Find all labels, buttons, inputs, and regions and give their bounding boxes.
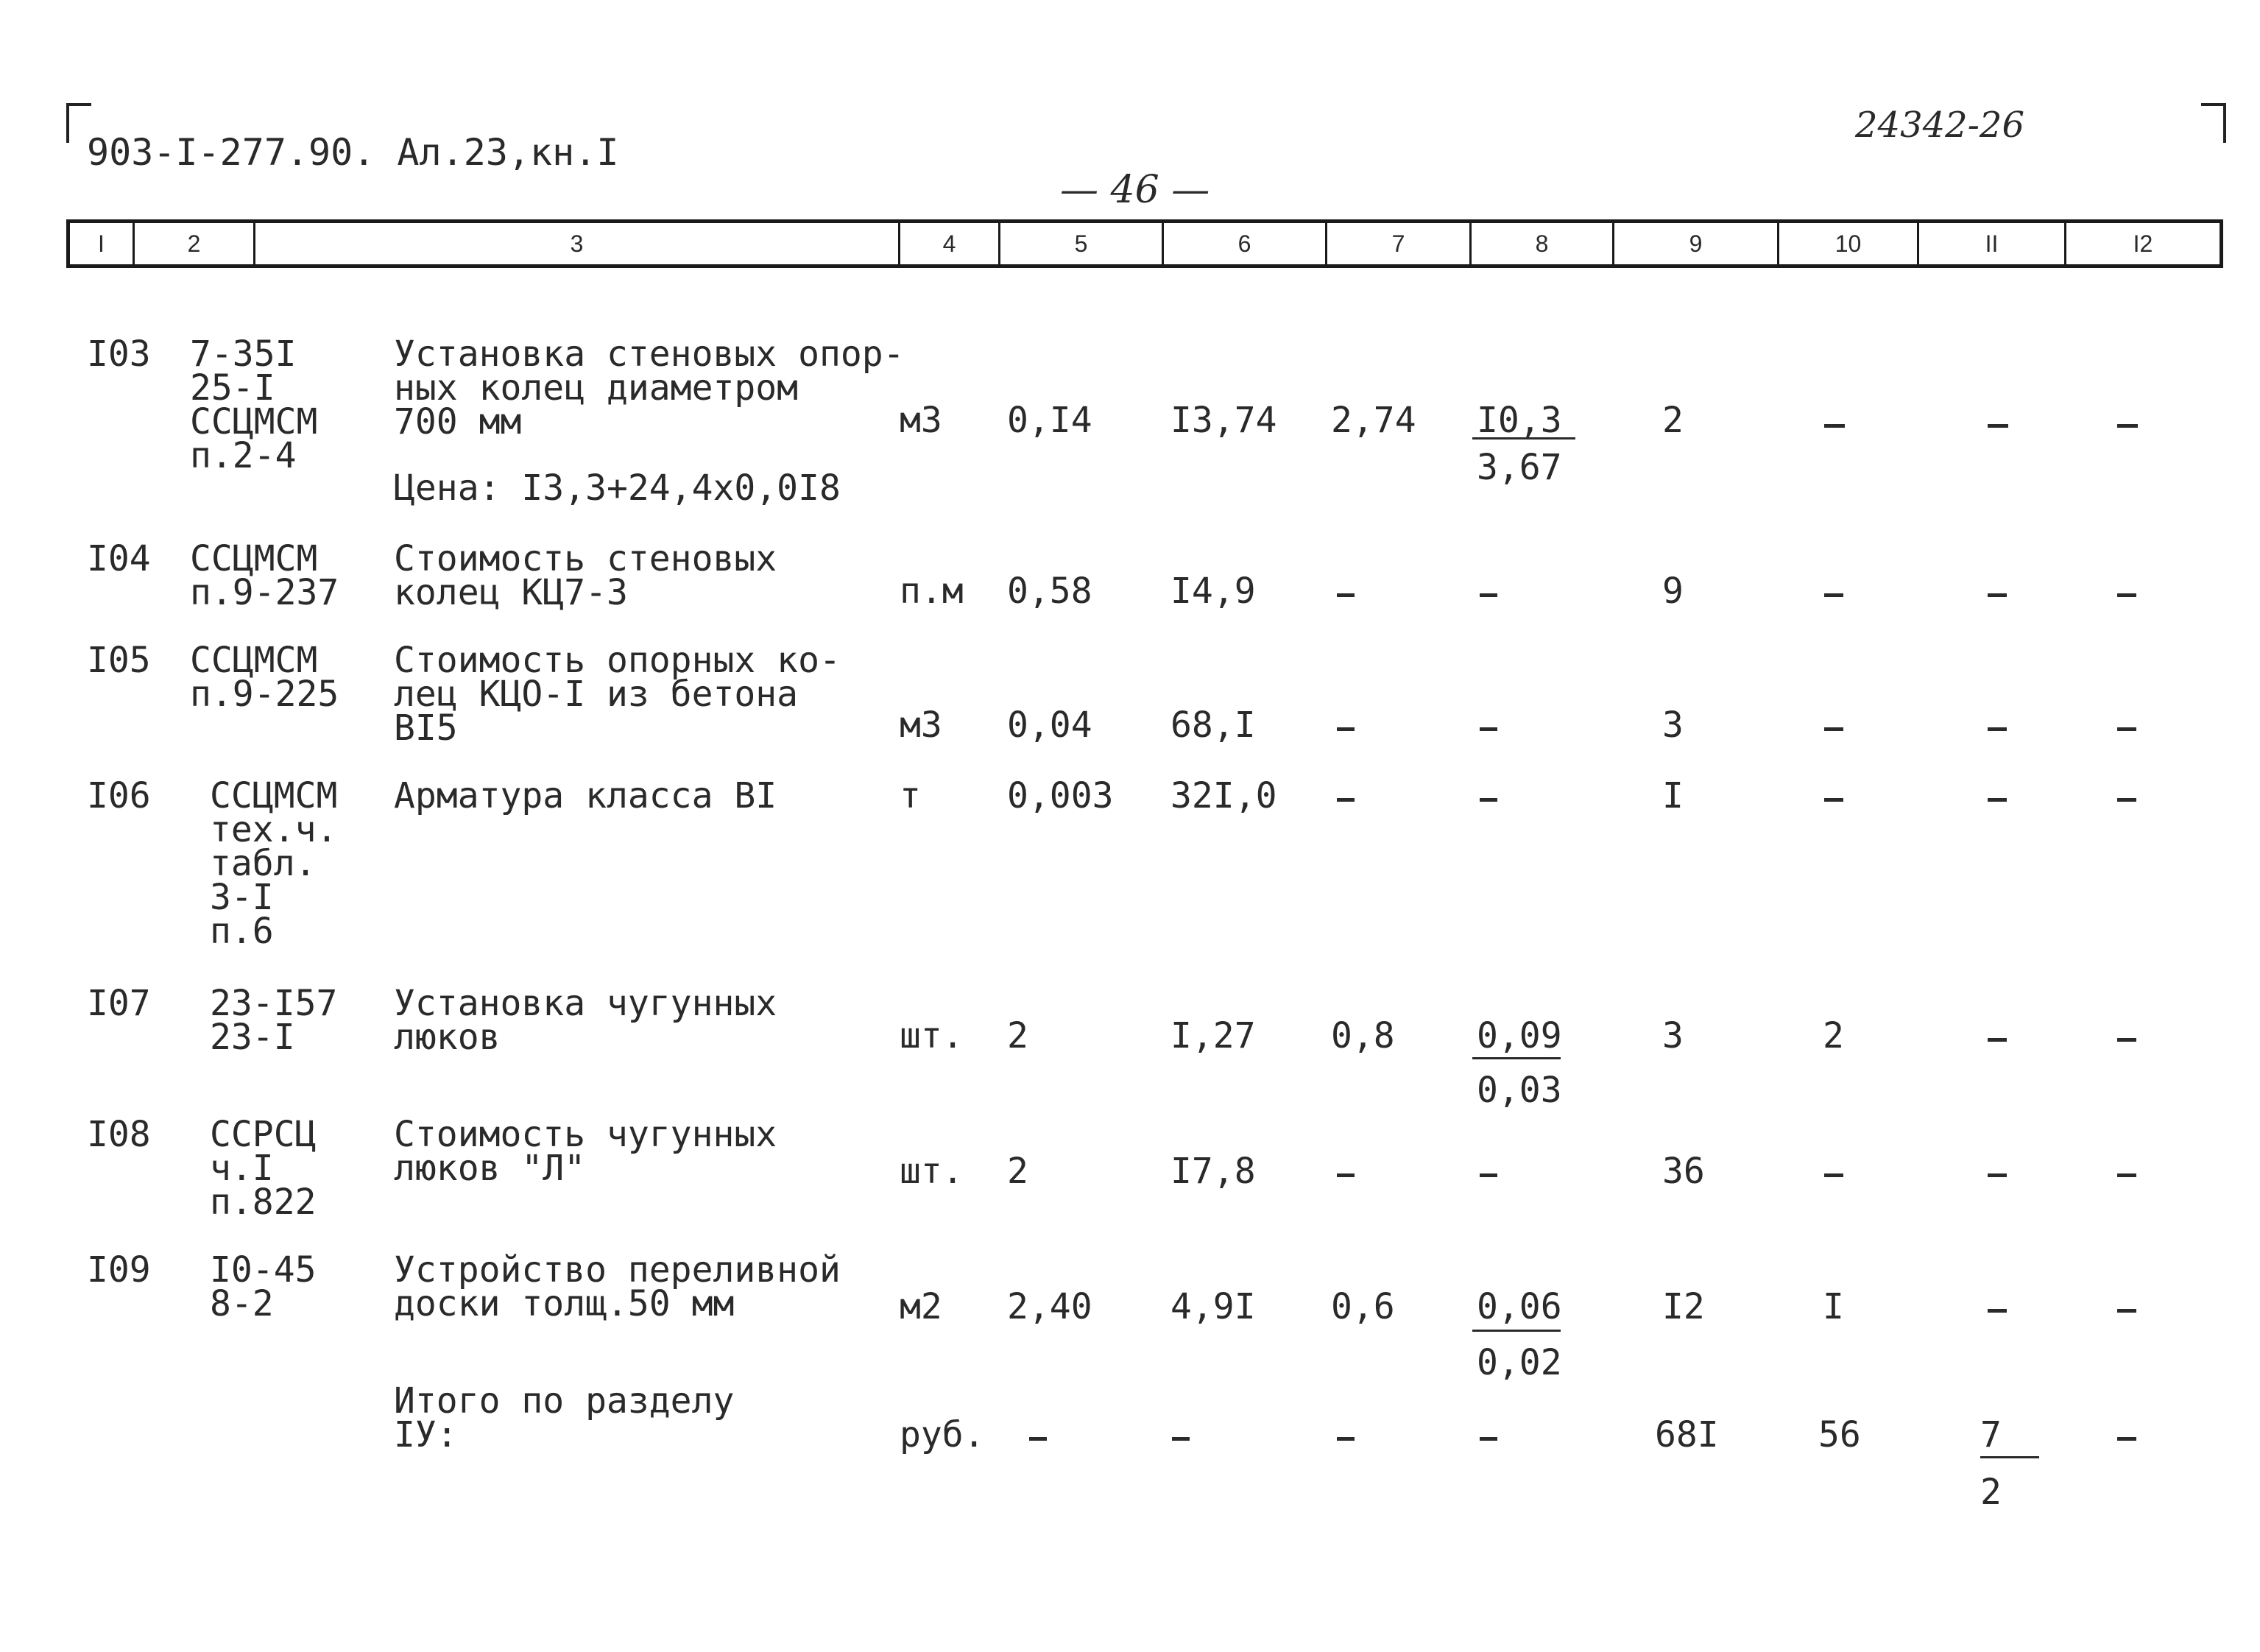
row-col7: [1337, 1173, 1355, 1177]
row-reference: CCPCЦ ч.I п.822: [210, 1114, 317, 1223]
total-col7: [1337, 1437, 1355, 1441]
row-col6: 4,9I: [1170, 1286, 1256, 1327]
row-unit: шт.: [900, 1151, 964, 1192]
column-header: 10: [1779, 223, 1919, 264]
total-col12: [2117, 1437, 2136, 1441]
row-col9: 2: [1662, 400, 1684, 441]
fraction-line: [1472, 1330, 1561, 1332]
row-col8: [1480, 593, 1497, 597]
row-description: Арматура класса BI: [394, 775, 777, 816]
column-header: 8: [1472, 223, 1614, 264]
row-unit: м3: [900, 705, 942, 746]
row-col10: [1824, 424, 1845, 428]
row-reference: 7-35I 25-I CCЦMCM п.2-4: [190, 333, 318, 476]
row-col11: [1988, 424, 2008, 428]
row-col9: 3: [1662, 705, 1684, 746]
row-number: I07: [87, 983, 151, 1024]
row-number: I09: [87, 1249, 151, 1291]
total-col11-bottom: 2: [1980, 1472, 2002, 1513]
row-col11: [1988, 1309, 2007, 1313]
row-reference: CCЦMCM п.9-237: [190, 538, 339, 613]
row-price-formula: Цена: I3,3+24,4x0,0I8: [394, 467, 841, 509]
row-col8: [1480, 798, 1497, 802]
row-number: I04: [87, 538, 151, 579]
column-header-row: [66, 219, 2223, 268]
row-col7: [1337, 727, 1355, 731]
row-col7: [1337, 798, 1355, 802]
row-col11: [1988, 798, 2007, 802]
row-col7: [1337, 593, 1355, 597]
row-col8-bottom: 3,67: [1477, 447, 1562, 488]
row-unit: шт.: [900, 1015, 964, 1056]
row-reference: 23-I57 23-I: [210, 983, 338, 1058]
row-number: I03: [87, 333, 151, 375]
row-col11: [1988, 593, 2007, 597]
row-col8-top: 0,09: [1477, 1015, 1562, 1056]
row-reference: I0-45 8-2: [210, 1249, 317, 1324]
column-header: 3: [255, 223, 900, 264]
row-col7: 2,74: [1331, 400, 1416, 441]
total-col11-top: 7: [1980, 1414, 2002, 1455]
row-col10: [1824, 727, 1843, 731]
row-col11: [1988, 727, 2007, 731]
column-header: I2: [2133, 230, 2153, 257]
row-description: Стоимость опорных ко- лец КЦО-I из бетона BI5: [394, 640, 841, 749]
row-col12: [2117, 424, 2138, 428]
row-number: I05: [87, 640, 151, 681]
total-col6: [1172, 1437, 1190, 1441]
row-col6: 68,I: [1170, 705, 1256, 746]
page-number: — 46 —: [1060, 168, 1210, 212]
fraction-line: [1980, 1456, 2039, 1458]
row-col8-bottom: 0,03: [1477, 1070, 1562, 1111]
row-unit: м3: [900, 400, 942, 441]
column-header: 7: [1327, 223, 1472, 264]
total-quantity: [1029, 1437, 1047, 1441]
row-unit: п.м: [900, 571, 964, 612]
row-quantity: 2,40: [1007, 1286, 1092, 1327]
row-col9: 9: [1662, 571, 1684, 612]
row-unit: т: [900, 775, 921, 816]
column-header: 2: [135, 223, 255, 264]
column-header: I: [70, 223, 135, 264]
row-col9: I2: [1662, 1286, 1705, 1327]
row-col8-top: I0,3: [1477, 400, 1562, 441]
row-col6: I4,9: [1170, 571, 1256, 612]
fraction-line: [1472, 1057, 1561, 1059]
row-col10: 2: [1823, 1015, 1844, 1056]
row-col12: [2117, 593, 2136, 597]
column-header: 9: [1614, 223, 1779, 264]
row-col12: [2117, 727, 2136, 731]
row-col10: [1824, 593, 1843, 597]
row-reference: CCЦMCM п.9-225: [190, 640, 339, 715]
row-number: I08: [87, 1114, 151, 1155]
row-quantity: 2: [1007, 1015, 1028, 1056]
total-description: Итого по разделу IУ:: [394, 1380, 735, 1455]
total-col10: 56: [1818, 1414, 1861, 1455]
column-header: 4: [900, 223, 1000, 264]
row-col7: 0,8: [1331, 1015, 1395, 1056]
row-col9: 36: [1662, 1151, 1705, 1192]
row-col12: [2117, 1309, 2136, 1313]
row-description: Устройство переливной доски толщ.50 мм: [394, 1249, 841, 1324]
row-col9: 3: [1662, 1015, 1684, 1056]
document-code: 903-I-277.90. Ал.23,кн.I: [87, 131, 619, 174]
fraction-line: [1472, 437, 1575, 440]
row-reference: CCЦMCM тех.ч. табл. 3-I п.6: [210, 775, 338, 952]
row-quantity: 2: [1007, 1151, 1028, 1192]
frame-corner-right: [2201, 103, 2226, 143]
row-col6: I7,8: [1170, 1151, 1256, 1192]
row-col9: I: [1662, 775, 1684, 816]
row-col12: [2117, 1038, 2136, 1042]
row-col8: [1480, 1173, 1497, 1177]
row-col6: I3,74: [1170, 400, 1277, 441]
row-description: Установка стеновых опор- ных колец диаметром 700 мм: [394, 333, 905, 442]
row-col12: [2117, 798, 2136, 802]
row-col6: 32I,0: [1170, 775, 1277, 816]
row-col6: I,27: [1170, 1015, 1256, 1056]
row-quantity: 0,04: [1007, 705, 1092, 746]
row-col10: [1824, 798, 1843, 802]
row-col10: I: [1823, 1286, 1844, 1327]
total-col8: [1480, 1437, 1497, 1441]
row-number: I06: [87, 775, 151, 816]
row-quantity: 0,I4: [1007, 400, 1092, 441]
column-header: II: [1919, 223, 2066, 264]
row-description: Стоимость стеновых колец КЦ7-3: [394, 538, 777, 613]
row-description: Установка чугунных люков: [394, 983, 777, 1058]
row-col10: [1824, 1173, 1843, 1177]
column-header: 6: [1164, 223, 1327, 264]
row-quantity: 0,003: [1007, 775, 1114, 816]
row-unit: м2: [900, 1286, 942, 1327]
document-number: 24342-26: [1855, 105, 2024, 146]
row-description: Стоимость чугунных люков "Л": [394, 1114, 777, 1189]
row-col11: [1988, 1173, 2007, 1177]
total-col9: 68I: [1655, 1414, 1719, 1455]
total-unit: руб.: [900, 1414, 985, 1455]
row-col8-bottom: 0,02: [1477, 1342, 1562, 1383]
row-col7: 0,6: [1331, 1286, 1395, 1327]
row-col12: [2117, 1173, 2136, 1177]
row-quantity: 0,58: [1007, 571, 1092, 612]
row-col8-top: 0,06: [1477, 1286, 1562, 1327]
row-col8: [1480, 727, 1497, 731]
column-header: 5: [1000, 223, 1164, 264]
row-col11: [1988, 1038, 2007, 1042]
